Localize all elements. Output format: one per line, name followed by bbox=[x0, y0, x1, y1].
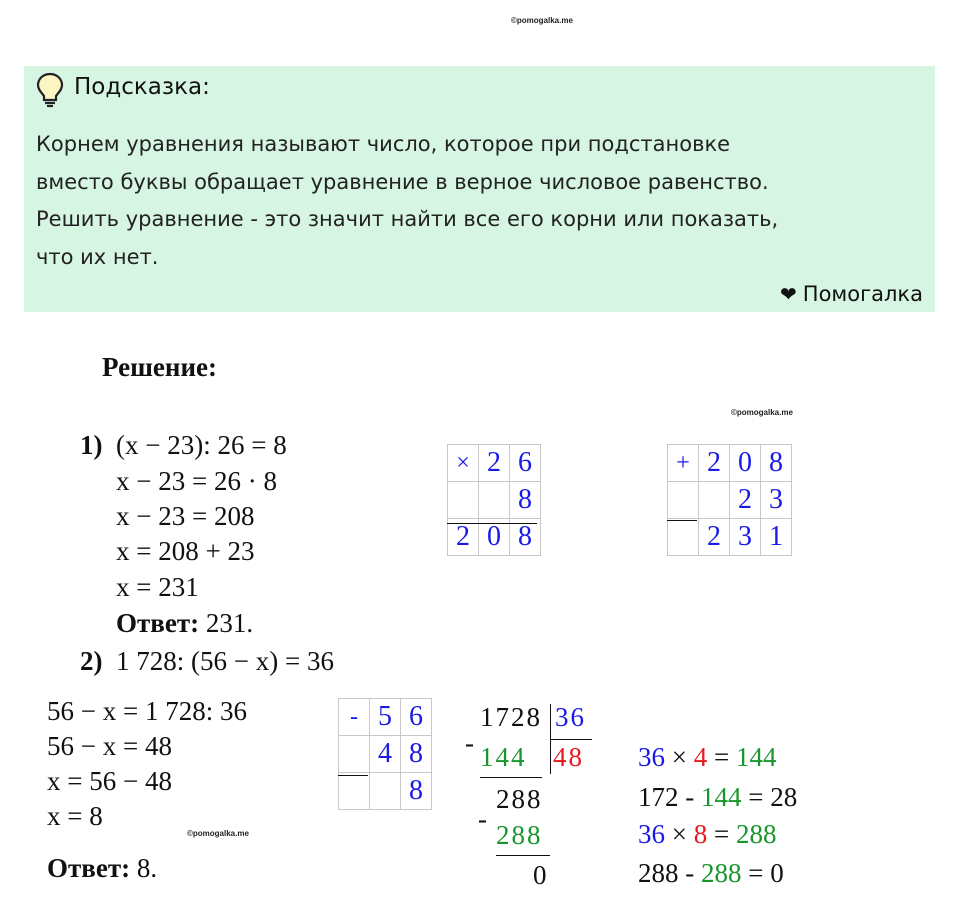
brand-label bbox=[780, 282, 923, 306]
check-subtrahend: 288 bbox=[701, 858, 742, 888]
check-operator: × bbox=[665, 742, 694, 772]
multiply-sign: × bbox=[448, 445, 479, 482]
brand-name: Помогалка bbox=[802, 282, 923, 306]
check-factor: 4 bbox=[693, 742, 708, 772]
digit-cell: 5 bbox=[370, 699, 401, 736]
task2-equation: 1 728: (56 − x) = 36 bbox=[116, 646, 334, 676]
digit-cell: 0 bbox=[479, 519, 510, 556]
minus-sign: - bbox=[339, 699, 370, 736]
digit-cell: 3 bbox=[761, 482, 792, 519]
check-equals: = bbox=[741, 858, 771, 888]
task2-number: 2) bbox=[80, 646, 103, 676]
task1-step: x − 23 = 26 · 8 bbox=[116, 466, 277, 496]
digit-cell bbox=[370, 773, 401, 810]
subtrahend-1: 144 bbox=[480, 742, 527, 772]
answer-value: 231. bbox=[205, 608, 254, 638]
task2-step: 56 − x = 48 bbox=[47, 731, 172, 761]
check-factor: 8 bbox=[693, 819, 708, 849]
empty-cell bbox=[448, 482, 479, 519]
check-result: 0 bbox=[770, 858, 784, 888]
task1-step: x = 231 bbox=[116, 572, 199, 602]
subtrahend-2: 288 bbox=[496, 820, 543, 850]
digit-cell: 8 bbox=[510, 519, 541, 556]
empty-cell bbox=[668, 519, 699, 556]
empty-cell bbox=[339, 736, 370, 773]
minus-sign: - bbox=[465, 728, 476, 758]
digit-cell: 2 bbox=[448, 519, 479, 556]
hint-box bbox=[24, 66, 935, 312]
digit-cell: 2 bbox=[479, 445, 510, 482]
minus-sign: - bbox=[478, 804, 489, 834]
solution-heading: Решение: bbox=[102, 352, 217, 382]
divisor: 36 bbox=[555, 702, 586, 732]
check-line bbox=[638, 819, 776, 850]
quotient-digit: 8 bbox=[568, 742, 584, 772]
digit-cell: 8 bbox=[401, 736, 432, 773]
check-equals: = bbox=[707, 819, 736, 849]
hint-text bbox=[36, 126, 916, 276]
check-subtrahend: 144 bbox=[701, 782, 742, 812]
digit-cell: 8 bbox=[510, 482, 541, 519]
task2-answer bbox=[47, 851, 157, 885]
check-result: 144 bbox=[735, 742, 777, 772]
remainder-1: 288 bbox=[496, 784, 543, 814]
check-equals: = bbox=[707, 742, 736, 772]
digit-cell: 6 bbox=[510, 445, 541, 482]
digit-cell: 8 bbox=[761, 445, 792, 482]
task2-step: x = 56 − 48 bbox=[47, 766, 172, 796]
task1-step: x − 23 = 208 bbox=[116, 501, 255, 531]
task1-answer bbox=[116, 606, 253, 640]
digit-cell: 3 bbox=[730, 519, 761, 556]
empty-cell bbox=[339, 773, 370, 810]
digit-cell: 4 bbox=[370, 736, 401, 773]
digit-cell: 8 bbox=[401, 773, 432, 810]
check-minuend: 288 - bbox=[638, 858, 701, 888]
task2-step: x = 8 bbox=[47, 801, 103, 831]
task2-step: 56 − x = 1 728: 36 bbox=[47, 696, 247, 726]
digit-cell: 0 bbox=[730, 445, 761, 482]
digit-cell bbox=[479, 482, 510, 519]
digit-cell: 6 bbox=[401, 699, 432, 736]
quotient-digit: 4 bbox=[553, 742, 569, 772]
check-factor: 36 bbox=[638, 819, 665, 849]
digit-cell bbox=[699, 482, 730, 519]
addition-grid bbox=[667, 444, 792, 556]
remainder-final: 0 bbox=[533, 860, 549, 890]
digit-cell: 1 bbox=[761, 519, 792, 556]
watermark-bottom: ©pomogalka.me bbox=[187, 829, 249, 838]
watermark-middle: ©pomogalka.me bbox=[731, 408, 793, 417]
check-factor: 36 bbox=[638, 742, 665, 772]
check-line bbox=[638, 782, 797, 813]
division-step-line bbox=[496, 855, 550, 856]
check-operator: × bbox=[665, 819, 694, 849]
empty-cell bbox=[668, 482, 699, 519]
task1-number: 1) bbox=[80, 430, 103, 460]
hint-line: Решить уравнение - это значит найти все его корни или показать, bbox=[36, 207, 779, 231]
check-minuend: 172 - bbox=[638, 782, 701, 812]
answer-value: 8. bbox=[136, 853, 158, 883]
quotient bbox=[553, 742, 584, 773]
dividend: 1728 bbox=[480, 702, 542, 732]
hint-line: Корнем уравнения называют число, которое при подстановке bbox=[36, 132, 731, 156]
multiplication-line bbox=[447, 523, 537, 524]
check-equals: = bbox=[741, 782, 771, 812]
answer-label: Ответ: bbox=[47, 853, 131, 883]
plus-sign: + bbox=[668, 445, 699, 482]
heart-icon: ❤ bbox=[780, 282, 797, 306]
subtraction-line bbox=[338, 775, 368, 776]
addition-line bbox=[667, 520, 697, 521]
check-line bbox=[638, 858, 784, 889]
hint-title: Подсказка: bbox=[74, 74, 210, 100]
multiplication-grid bbox=[447, 444, 541, 556]
digit-cell: 2 bbox=[730, 482, 761, 519]
task1-equation: (x − 23): 26 = 8 bbox=[116, 430, 287, 460]
check-line bbox=[638, 742, 776, 773]
division-horizontal-line bbox=[550, 739, 592, 740]
watermark-top: ©pomogalka.me bbox=[511, 16, 573, 25]
lightbulb-icon bbox=[34, 72, 66, 112]
hint-line: вместо буквы обращает уравнение в верное числовое равенство. bbox=[36, 169, 769, 194]
digit-cell: 2 bbox=[699, 445, 730, 482]
task1-step: x = 208 + 23 bbox=[116, 536, 255, 566]
hint-line: что их нет. bbox=[36, 244, 159, 269]
check-result: 28 bbox=[770, 782, 798, 812]
subtraction-grid bbox=[338, 698, 432, 810]
answer-label: Ответ: bbox=[116, 608, 200, 638]
division-step-line bbox=[480, 777, 542, 778]
digit-cell: 2 bbox=[699, 519, 730, 556]
check-result: 288 bbox=[735, 819, 777, 849]
